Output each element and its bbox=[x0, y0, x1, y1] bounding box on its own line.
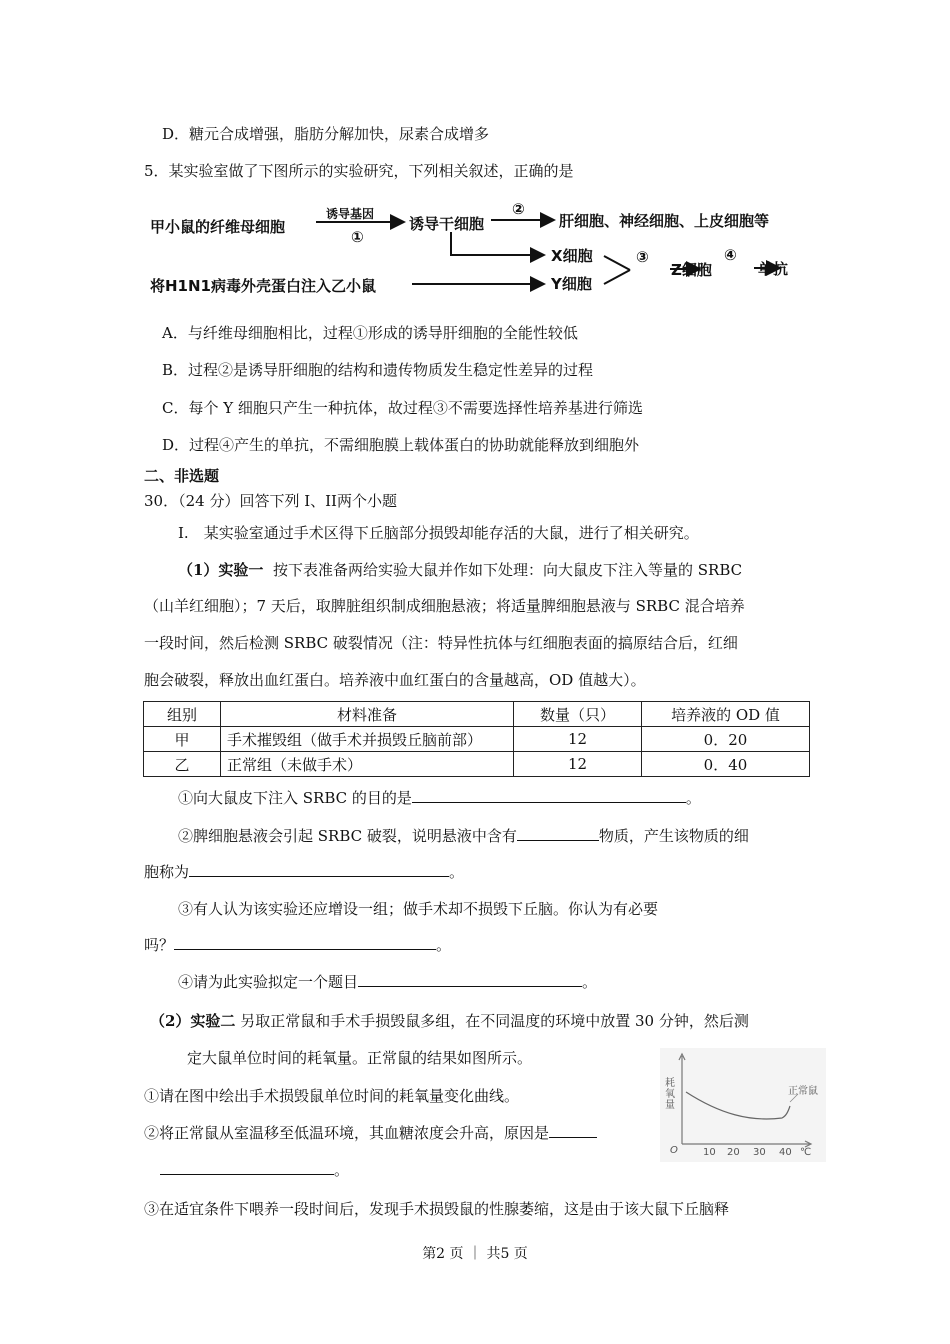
experiment-flow-diagram bbox=[146, 200, 798, 300]
exp1-line-1 bbox=[178, 560, 742, 580]
arrow-x bbox=[451, 232, 544, 255]
exp2-sub1: ①请在图中绘出手术损毁鼠单位时间的耗氧量变化曲线。 bbox=[144, 1087, 520, 1105]
table-cell: 手术摧毁组（做手术并损毁丘脑前部） bbox=[221, 727, 514, 752]
exp2-sub2: ②将正常鼠从室温移至低温环境，其血糖浓度会升高，原因是 bbox=[144, 1123, 597, 1143]
q30-sub3-cont: 吗？ 。 bbox=[144, 936, 452, 954]
page-footer: 第2 页 ｜ 共5 页 bbox=[422, 1246, 528, 1262]
step-2-marker: ② bbox=[512, 200, 525, 218]
table-cell: 甲 bbox=[144, 727, 221, 752]
table-cell: 正常组（未做手术） bbox=[221, 752, 514, 777]
exp1-line-4: 胞会破裂，释放出血红蛋白。培养液中血红蛋白的含量越高，OD 值越大）。 bbox=[144, 671, 646, 689]
graph-axes bbox=[660, 1048, 826, 1162]
merge-x bbox=[604, 256, 630, 270]
y-cell: Y细胞 bbox=[551, 275, 592, 293]
q30-sub4: ④请为此实验拟定一个题目 。 bbox=[178, 973, 598, 991]
monoclonal-antibody: 单抗 bbox=[758, 260, 789, 278]
table-header: 材料准备 bbox=[221, 702, 514, 727]
exp1-line-2: （山羊红细胞）；7 天后，取脾脏组织制成细胞悬液；将适量脾细胞悬液与 SRBC 混合培养 bbox=[144, 597, 745, 615]
series-label: 正常鼠 bbox=[788, 1086, 818, 1097]
x-unit: ℃ bbox=[800, 1147, 812, 1158]
y-axis-label: 耗氧量 bbox=[665, 1078, 675, 1111]
answer-blank-e2a[interactable] bbox=[549, 1123, 597, 1138]
answer-blank-3[interactable] bbox=[174, 935, 436, 950]
oxygen-consumption-graph bbox=[660, 1048, 826, 1162]
q4-option-d: D．糖元合成增强，脂肪分解加快，尿素合成增多 bbox=[162, 125, 490, 143]
origin-label: O bbox=[670, 1145, 678, 1156]
table-row bbox=[144, 752, 810, 777]
table-header: 培养液的 OD 值 bbox=[642, 702, 810, 727]
exp2-line-1: （2）实验二 另取正常鼠和手术手损毁鼠多组，在不同温度的环境中放置 30 分钟，然后测 bbox=[150, 1012, 749, 1030]
q5-stem: 5．某实验室做了下图所示的实验研究，下列相关叙述，正确的是 bbox=[144, 162, 574, 180]
step-1-marker: ① bbox=[351, 228, 364, 246]
exp2-sub2-cont: 。 bbox=[160, 1160, 349, 1180]
table-cell: 0．20 bbox=[642, 727, 810, 752]
step-4-marker: ④ bbox=[724, 246, 737, 264]
table-header-row bbox=[144, 702, 810, 727]
exp2-label: （2）实验二 bbox=[150, 1012, 236, 1030]
step-3-marker: ③ bbox=[636, 248, 649, 266]
induced-stem-cell: 诱导干细胞 bbox=[409, 215, 485, 233]
exp1-text-1: 按下表准备两给实验大鼠并作如下处理：向大鼠皮下注入等量的 SRBC bbox=[273, 561, 743, 579]
differentiated-cells: 肝细胞、神经细胞、上皮细胞等 bbox=[559, 212, 770, 230]
induce-gene-label: 诱导基因 bbox=[326, 207, 375, 221]
table-cell: 12 bbox=[514, 727, 642, 752]
table-row bbox=[144, 727, 810, 752]
z-cell: Z细胞 bbox=[671, 261, 712, 279]
exp2-line-2: 定大鼠单位时间的耗氧量。正常鼠的结果如图所示。 bbox=[187, 1049, 533, 1067]
q30-sub2: ②脾细胞悬液会引起 SRBC 破裂，说明悬液中含有 物质，产生该物质的细 bbox=[178, 827, 749, 845]
q30-intro: I. 某实验室通过手术区得下丘脑部分损毁却能存活的大鼠，进行了相关研究。 bbox=[178, 524, 699, 542]
x-tick: 30 bbox=[753, 1147, 766, 1158]
table-cell: 12 bbox=[514, 752, 642, 777]
q30-sub1: ①向大鼠皮下注入 SRBC 的目的是 。 bbox=[178, 789, 701, 807]
q5-option-c: C．每个 Y 细胞只产生一种抗体，故过程③不需要选择性培养基进行筛选 bbox=[162, 399, 643, 417]
table-header: 数量（只） bbox=[514, 702, 642, 727]
answer-blank-2b[interactable] bbox=[189, 862, 449, 877]
answer-blank-2a[interactable] bbox=[517, 826, 599, 841]
q30-sub2-cont: 胞称为 。 bbox=[144, 863, 465, 881]
q5-option-d: D．过程④产生的单抗，不需细胞膜上载体蛋白的协助就能释放到细胞外 bbox=[162, 436, 640, 454]
source-cell-1: 甲小鼠的纤维母细胞 bbox=[150, 218, 286, 236]
q30-stem: 30．（24 分）回答下列 I、II两个小题 bbox=[144, 492, 397, 510]
x-cell: X细胞 bbox=[551, 247, 593, 265]
x-tick: 20 bbox=[727, 1147, 740, 1158]
experiment-table bbox=[143, 701, 810, 777]
answer-blank-1[interactable] bbox=[412, 788, 686, 803]
x-tick: 10 bbox=[703, 1147, 716, 1158]
answer-blank-4[interactable] bbox=[358, 972, 582, 987]
table-header: 组别 bbox=[144, 702, 221, 727]
table-cell: 0．40 bbox=[642, 752, 810, 777]
q5-option-b: B．过程②是诱导肝细胞的结构和遗传物质发生稳定性差异的过程 bbox=[162, 361, 594, 379]
merge-y bbox=[604, 270, 630, 284]
q5-option-a: A．与纤维母细胞相比，过程①形成的诱导肝细胞的全能性较低 bbox=[162, 324, 578, 342]
exp1-line-3: 一段时间，然后检测 SRBC 破裂情况（注：特异性抗体与红细胞表面的搞原结合后，红细 bbox=[144, 634, 738, 652]
section-title: 二、非选题 bbox=[144, 467, 220, 485]
table-cell: 乙 bbox=[144, 752, 221, 777]
exp1-label: （1）实验一 bbox=[178, 561, 264, 579]
x-tick: 40 bbox=[779, 1147, 792, 1158]
source-2: 将H1N1病毒外壳蛋白注入乙小鼠 bbox=[150, 277, 376, 295]
answer-blank-e2b[interactable] bbox=[160, 1160, 334, 1175]
q30-sub3: ③有人认为该实验还应增设一组；做手术却不损毁下丘脑。你认为有必要 bbox=[178, 900, 659, 918]
normal-rat-curve bbox=[686, 1092, 790, 1119]
exp2-sub3: ③在适宜条件下喂养一段时间后，发现手术损毁鼠的性腺萎缩，这是由于该大鼠下丘脑释 bbox=[144, 1200, 730, 1218]
